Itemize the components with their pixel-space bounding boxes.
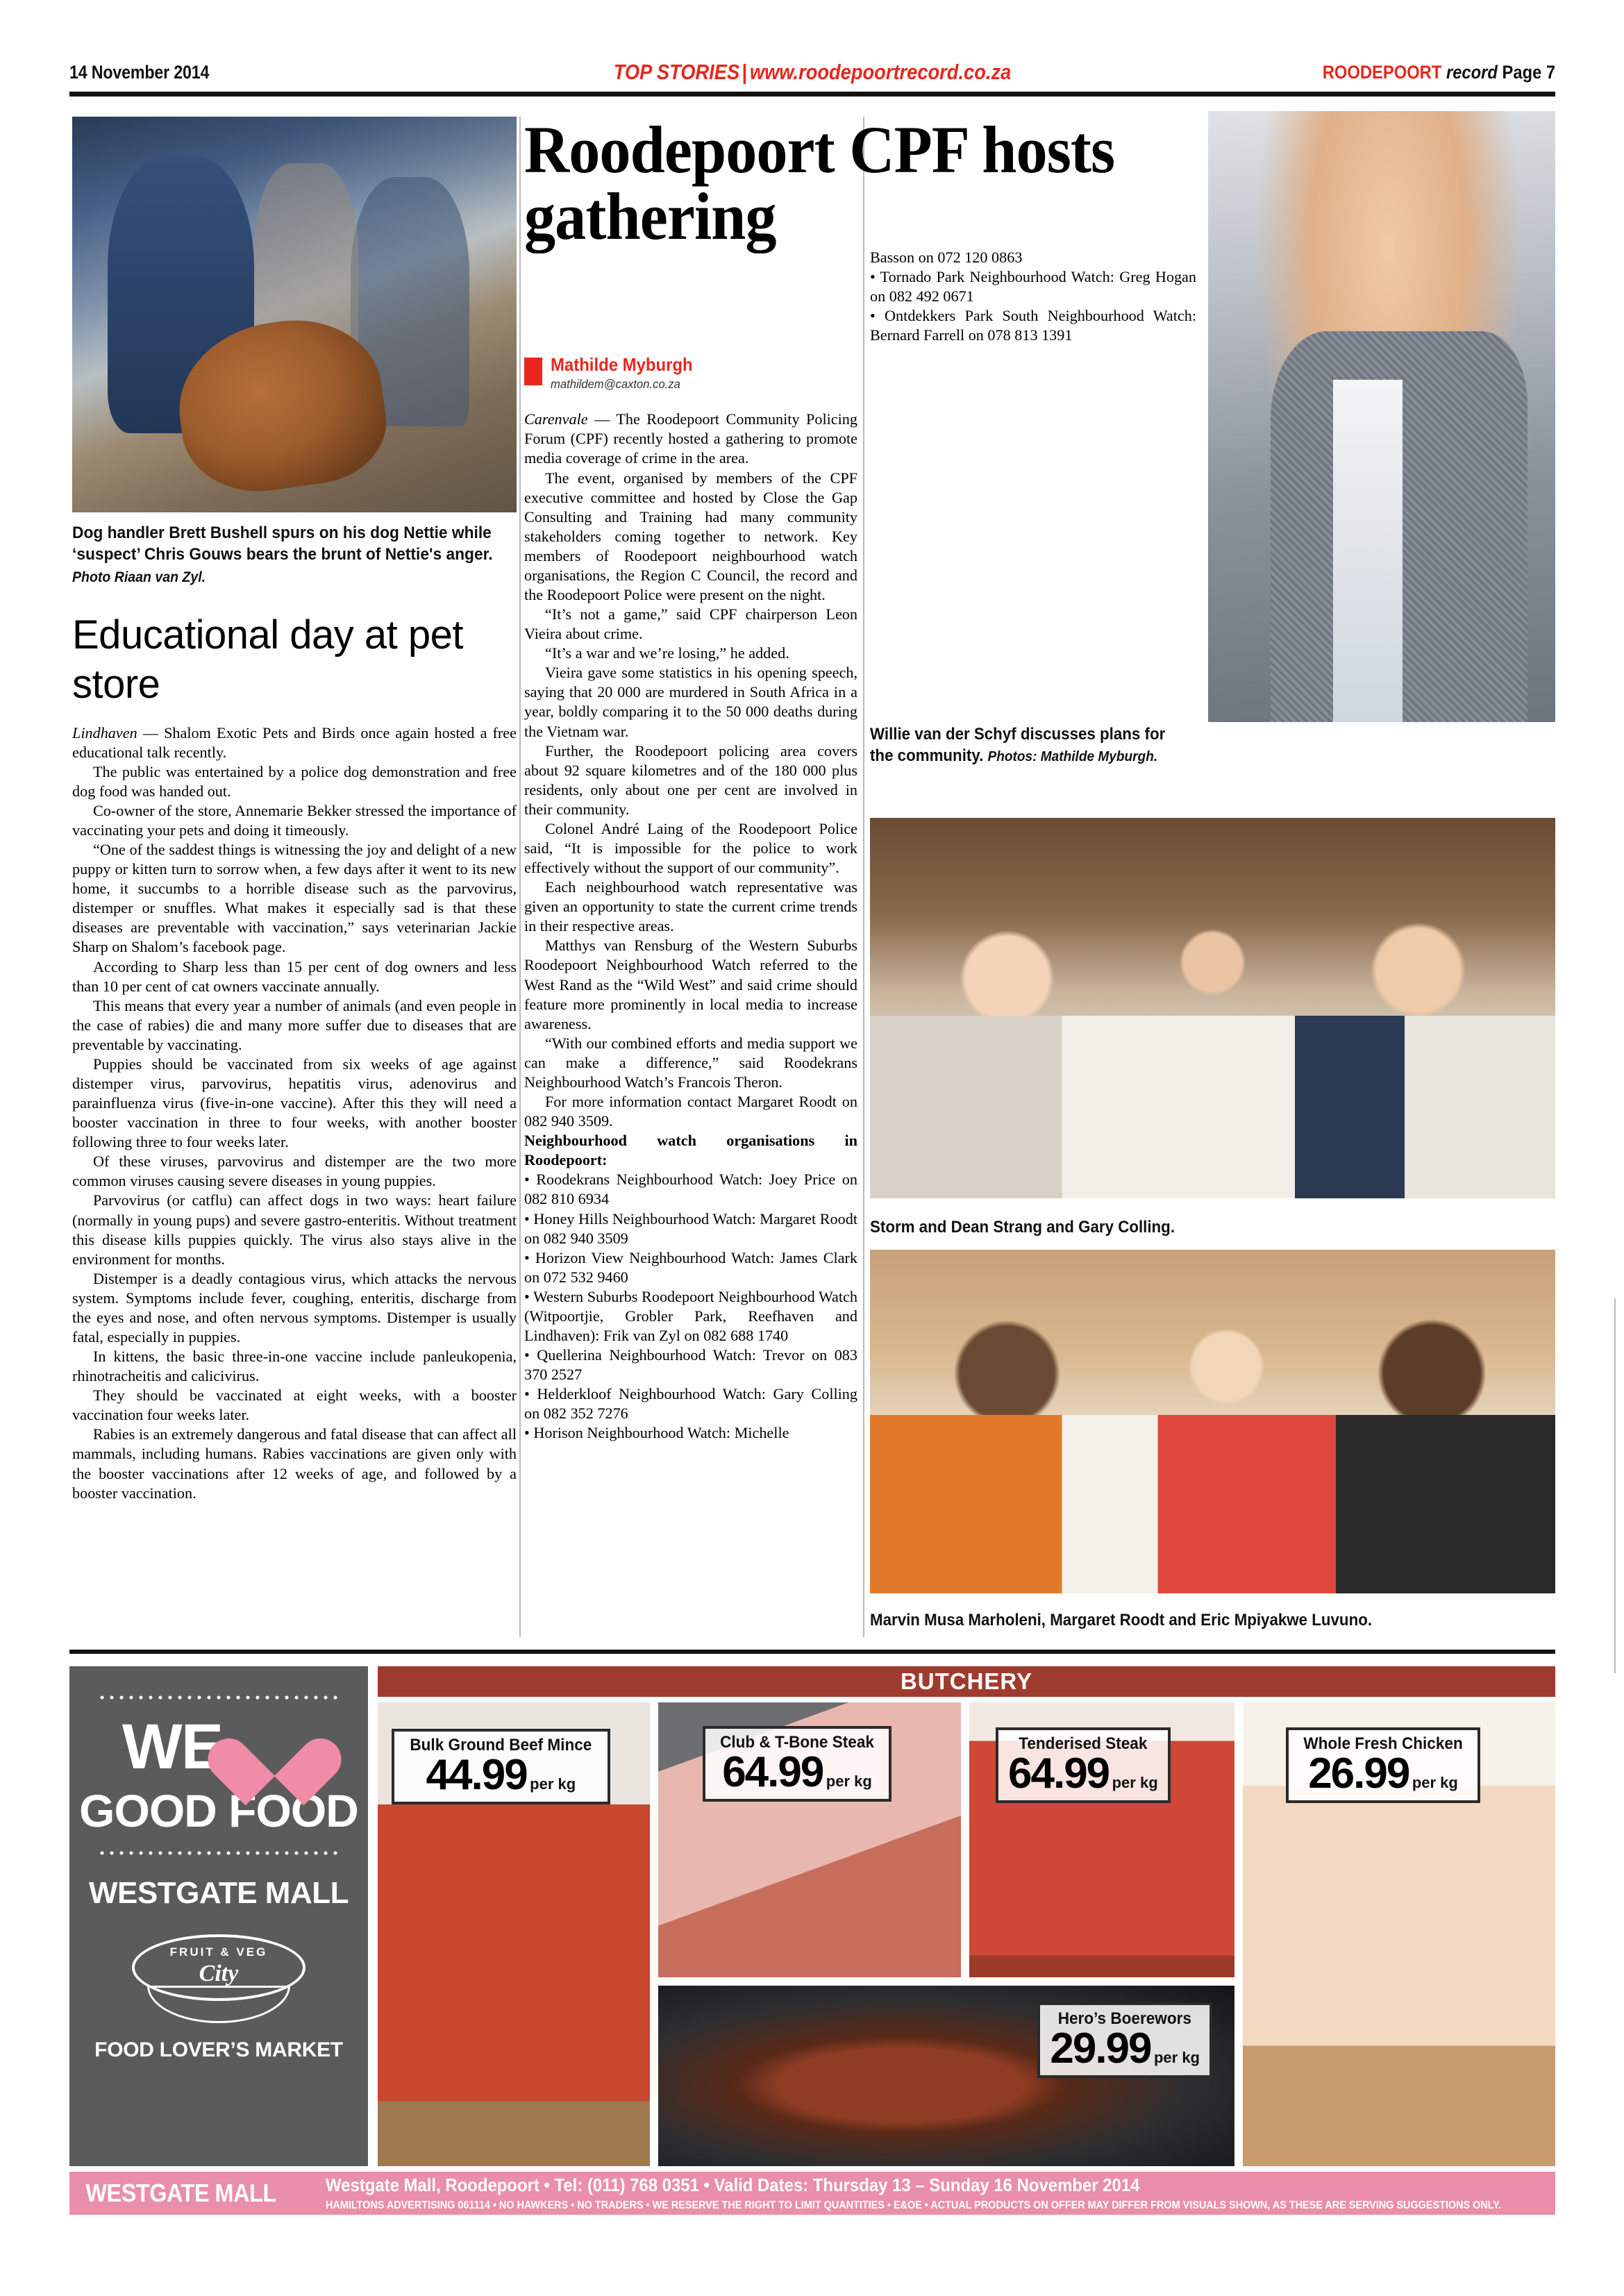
- product-price: 26.99: [1308, 1750, 1409, 1798]
- masthead-brand-record: record: [1446, 61, 1498, 83]
- product-tile-mince[interactable]: [378, 1702, 650, 2166]
- product-tile-tbone[interactable]: [658, 1702, 961, 1977]
- main-story-paragraph: Colonel André Laing of the Roodepoort Police said, “It is impossible for the police to work effectively without the support of our community”.: [524, 819, 857, 877]
- main-story-paragraph: Each neighbourhood watch representative was given an opportunity to state the current crime trends in their respective areas.: [524, 878, 857, 935]
- pet-story-paragraph: Puppies should be vaccinated from six weeks of age against distemper virus, parvovirus, hepatitis virus, adenovirus and parainfluenza virus (five-in-one vaccine). After this they will need a booster vaccination in three to four weeks, with another booster following three to four weeks later.: [72, 1055, 517, 1151]
- watch-list-continuation: [870, 248, 1196, 345]
- pet-store-headline: Educational day at pet store: [72, 612, 463, 707]
- masthead-separator: |: [742, 60, 748, 84]
- product-name: Club & T-Bone Steak: [720, 1733, 874, 1752]
- pet-story-paragraph: “One of the saddest things is witnessing the joy and delight of a new puppy or kitten turn to sorrow when, a few days after it went to its new home, it succumbs to a horrible disease such as the parvovirus, distemper or snuffles. What makes it especially sad is that these diseases are preventable with vaccination,” says veterinarian Jackie Sharp on Shalom’s facebook page.: [72, 841, 517, 956]
- pet-story-paragraph: Lindhaven — Shalom Exotic Pets and Birds once again hosted a free educational talk recently.: [72, 723, 517, 761]
- masthead-date: 14 November 2014: [69, 61, 210, 83]
- heart-icon: [233, 1711, 315, 1783]
- product-name: Hero’s Boerewors: [1058, 2009, 1192, 2028]
- pet-story-paragraph: This means that every year a number of animals (and even people in the case of rabies) die and many more suffer due to diseases that are preventable by vaccinating.: [72, 996, 517, 1053]
- price-tag-tenderised: [996, 1727, 1171, 1803]
- byline: [524, 355, 857, 392]
- group2-photo-caption: Marvin Musa Marholeni, Margaret Roodt and Eric Mpiyakwe Luvuno.: [870, 1611, 1373, 1629]
- watch-list-continuation-column: [870, 248, 1196, 345]
- main-story-paragraph: Vieira gave some statistics in his opening speech, saying that 20 000 are murdered in South Africa in a year, boldly comparing it to the 50 000 deaths during the Vietnam war.: [524, 664, 857, 740]
- we-label: WE: [122, 1711, 223, 1782]
- advert-footer-contact-line: Westgate Mall, Roodepoort • Tel: (011) 768 0351 • Valid Dates: Thursday 13 – Sunday 16 November 2014: [325, 2175, 1140, 2195]
- product-unit: per kg: [1112, 1774, 1158, 1791]
- main-story-paragraph: Further, the Roodepoort policing area covers about 92 square kilometres and of the 180 000 plus residents, only about one per cent are involved in their community.: [524, 741, 857, 818]
- dotted-rule-bottom: [97, 1851, 340, 1855]
- dotted-rule-top: [97, 1695, 340, 1700]
- price-tag-boerewors: [1037, 2002, 1212, 2078]
- advert-footer-bar: [69, 2172, 1555, 2215]
- marholeni-roodt-luvuno-group-photo: [870, 1250, 1555, 1593]
- main-story-body: [524, 410, 857, 1443]
- product-unit: per kg: [1412, 1774, 1458, 1791]
- willie-photo-caption: [870, 723, 1180, 766]
- product-unit: per kg: [1153, 2049, 1200, 2066]
- pet-story-dateline: Lindhaven: [72, 723, 137, 741]
- good-food-label: GOOD FOOD: [79, 1785, 358, 1836]
- watch-list-item: • Horison Neighbourhood Watch: Michelle: [524, 1424, 789, 1442]
- watch-list-item: • Honey Hills Neighbourhood Watch: Margaret Roodt on 082 940 3509: [524, 1209, 857, 1247]
- product-name: Tenderised Steak: [1019, 1734, 1148, 1753]
- pet-story-paragraph: Of these viruses, parvovirus and distemper are the two more common viruses causing severe diseases in young puppies.: [72, 1153, 517, 1190]
- pet-story-paragraph: Co-owner of the store, Annemarie Bekker stressed the importance of vaccinating your pets and doing it timeously.: [72, 801, 517, 839]
- watch-list-item: • Quellerina Neighbourhood Watch: Trevor on 083 370 2527: [524, 1346, 857, 1384]
- dog-photo-credit: Photo Riaan van Zyl.: [72, 569, 206, 585]
- westgate-mall-advert[interactable]: [69, 1666, 1555, 2215]
- logo-top-text: FRUIT & VEG: [169, 1945, 268, 1959]
- main-story-paragraph: Matthys van Rensburg of the Western Suburbs Roodepoort Neighbourhood Watch referred to the West Rand as the “Wild West” and said crime should feature more prominently in local media to increase awareness.: [524, 937, 857, 1032]
- column-divider-2: [863, 117, 864, 1637]
- advert-footer-text: [326, 2175, 1590, 2212]
- main-story-paragraph: “It’s not a game,” said CPF chairperson Leon Vieira about crime.: [524, 605, 857, 643]
- price-tag-tbone: [703, 1726, 891, 1802]
- watch-list-item: • Helderkloof Neighbourhood Watch: Gary Colling on 082 352 7276: [524, 1385, 857, 1423]
- product-tile-boerewors[interactable]: [658, 1986, 1234, 2166]
- advert-products-panel: [378, 1666, 1555, 2166]
- masthead-page-number: Page 7: [1502, 61, 1555, 83]
- page-masthead: [69, 56, 1555, 89]
- main-story-paragraph: “It’s a war and we’re losing,” he added.: [544, 644, 789, 662]
- byline-author-email[interactable]: mathildem@caxton.co.za: [551, 377, 680, 392]
- masthead-brand-name: ROODEPOORT: [1322, 61, 1442, 83]
- dog-photo-caption-text: Dog handler Brett Bushell spurs on his dog Nettie while ‘suspect’ Chris Gouws bears the brunt of Nettie's anger.: [72, 523, 493, 564]
- price-tag-mince: [392, 1729, 610, 1804]
- masthead-rule: [69, 92, 1555, 97]
- advert-footer-logo: WESTGATE MALL: [85, 2179, 276, 2207]
- product-unit: per kg: [530, 1775, 576, 1793]
- willie-photo-caption-text: Willie van der Schyf discusses plans for the community.: [870, 725, 1166, 766]
- masthead-brand: [1323, 62, 1555, 83]
- product-price: 29.99: [1050, 2025, 1151, 2072]
- butchery-section-title: BUTCHERY: [378, 1666, 1555, 1697]
- column-divider-1: [519, 117, 521, 1637]
- we-love-row: [69, 1711, 368, 1783]
- willie-photo-credit: Photos: Mathilde Myburgh.: [987, 748, 1158, 765]
- main-story-paragraph: The event, organised by members of the CPF executive committee and hosted by Close the Gap Consulting and Training had many community stakeholders coming together to network. Key members of Roodepoort neighbourhood watch organisations, the Region C Council, the record and the Roodepoort Police were present on the night.: [524, 469, 857, 603]
- byline-swatch-icon: [524, 358, 542, 385]
- main-headline: Roodepoort CPF hosts gathering: [524, 112, 1115, 253]
- fruit-and-veg-city-logo: [132, 1934, 305, 2025]
- pet-store-body: [72, 723, 517, 1503]
- dog-photo-caption: [72, 522, 518, 587]
- advert-top-rule: [69, 1650, 1555, 1654]
- masthead-section-label: TOP STORIES: [613, 60, 740, 84]
- left-column: [72, 117, 517, 1503]
- product-name: Bulk Ground Beef Mince: [410, 1736, 592, 1754]
- willie-van-der-schyf-photo: [1208, 111, 1555, 722]
- product-unit: per kg: [826, 1773, 872, 1790]
- product-name: Whole Fresh Chicken: [1303, 1734, 1463, 1753]
- pet-story-paragraph: They should be vaccinated at eight weeks, with a booster vaccination four weeks later.: [72, 1386, 517, 1424]
- product-tile-chicken[interactable]: [1243, 1702, 1555, 2166]
- watch-list-item: • Ontdekkers Park South Neighbourhood Watch: Bernard Farrell on 078 813 1391: [870, 307, 1196, 344]
- pet-story-paragraph: In kittens, the basic three-in-one vaccine include panleukopenia, rhinotracheitis and calicivirus.: [72, 1348, 517, 1385]
- product-grid: [378, 1702, 1555, 2166]
- pet-story-paragraph: The public was entertained by a police dog demonstration and free dog food was handed out.: [72, 762, 517, 800]
- logo-produce-basket-icon: [147, 1986, 290, 2023]
- masthead-section-title: [614, 60, 1012, 85]
- byline-author-name: Mathilde Myburgh: [551, 354, 693, 375]
- main-headline-block: [524, 112, 1219, 253]
- main-story-lead: The Roodepoort Community Policing Forum (CPF) recently hosted a gathering to promote media coverage of crime in the area.: [524, 410, 857, 467]
- strang-colling-group-photo: [870, 818, 1555, 1198]
- watch-list-item: • Roodekrans Neighbourhood Watch: Joey Price on 082 810 6934: [524, 1171, 857, 1208]
- product-tile-tenderised[interactable]: [969, 1702, 1234, 1977]
- product-price: 44.99: [426, 1751, 527, 1799]
- middle-column: [524, 326, 857, 1443]
- product-price: 64.99: [722, 1748, 823, 1796]
- pet-story-paragraph: Parvovirus (or catflu) can affect dogs in two ways: heart failure (normally in young pups) and severe gastro-enteritis. Without treatment this disease kills puppies quickly. The virus also stays alive in the environment for months.: [72, 1191, 517, 1268]
- main-story-paragraph: For more information contact Margaret Roodt on 082 940 3509.: [524, 1093, 857, 1130]
- watch-list-item: • Tornado Park Neighbourhood Watch: Greg Hogan on 082 492 0671: [870, 268, 1196, 305]
- product-price: 64.99: [1008, 1750, 1110, 1798]
- westgate-mall-label: WESTGATE MALL: [89, 1876, 349, 1910]
- main-story-paragraph: Carenvale — The Roodepoort Community Policing Forum (CPF) recently hosted a gathering to promote media coverage of crime in the area.: [524, 410, 857, 467]
- food-lovers-market-label: FOOD LOVER’S MARKET: [94, 2038, 343, 2061]
- main-story-dateline: Carenvale: [524, 410, 588, 428]
- watch-list-item: • Horizon View Neighbourhood Watch: James Clark on 072 532 9460: [524, 1248, 857, 1286]
- watch-list-heading: Neighbourhood watch organisations in Roodepoort:: [524, 1132, 857, 1169]
- pet-story-paragraph: According to Sharp less than 15 per cent of dog owners and less than 10 per cent of cat owners vaccinate annually.: [72, 957, 517, 995]
- page-edge-mark: [1614, 1298, 1624, 1673]
- pet-story-paragraph: Rabies is an extremely dangerous and fatal disease that can affect all mammals, including humans. Rabies vaccinations are given only with the booster vaccinations after 12 weeks of age, and followed by a booster vaccination.: [72, 1425, 517, 1502]
- watch-list-item: Basson on 072 120 0863: [870, 249, 1023, 266]
- masthead-website-url[interactable]: www.roodepoortrecord.co.za: [749, 60, 1012, 84]
- pet-story-paragraph: Distemper is a deadly contagious virus, which attacks the nervous system. Symptoms include fever, coughing, enteritis, discharge from the eyes and nose, and often nervous symptoms. Distemper is usually fatal, especially in puppies.: [72, 1269, 517, 1346]
- main-story-paragraph: “With our combined efforts and media support we can make a difference,” said Roodekrans Neighbourhood Watch’s Francois Theron.: [524, 1034, 857, 1091]
- advert-footer-disclaimer: HAMILTONS ADVERTISING 061114 • NO HAWKERS • NO TRADERS • WE RESERVE THE RIGHT TO LIMIT QUANTITIES • E&OE • ACTUAL PRODUCTS ON OFFER MAY DIFFER FROM VISUALS SHOWN, AS THESE ARE SERVING SUGGESTIONS ONLY.: [325, 2199, 1502, 2211]
- price-tag-chicken: [1286, 1727, 1480, 1803]
- watch-list-item: • Western Suburbs Roodepoort Neighbourhood Watch (Witpoortjie, Grobler Park, Reefhaven and Lindhaven): Frik van Zyl on 082 688 1740: [524, 1287, 857, 1344]
- logo-city-text: City: [199, 1961, 239, 1986]
- pet-story-lead: Shalom Exotic Pets and Birds once again hosted a free educational talk recently.: [72, 723, 517, 761]
- dog-demonstration-photo: [72, 117, 517, 512]
- advert-brand-panel: [69, 1666, 368, 2166]
- group1-photo-caption: Storm and Dean Strang and Gary Colling.: [870, 1218, 1175, 1237]
